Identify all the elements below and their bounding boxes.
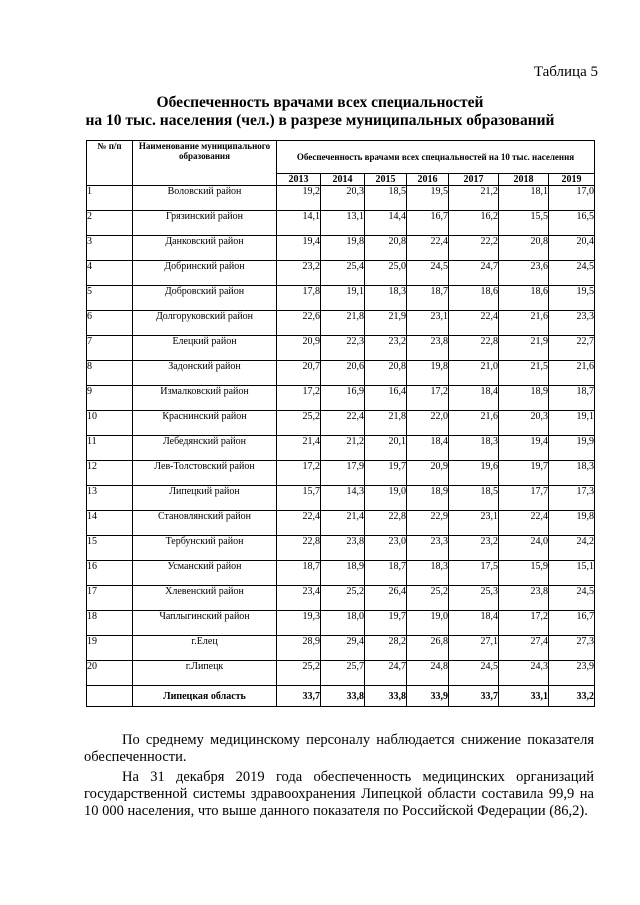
municipality-name: Чаплыгинский район <box>133 611 277 636</box>
value-cell: 17,2 <box>277 386 321 411</box>
value-cell: 19,0 <box>407 611 449 636</box>
value-cell: 21,4 <box>321 511 365 536</box>
value-cell: 20,3 <box>499 411 549 436</box>
total-number-cell <box>87 686 133 707</box>
total-value-cell: 33,9 <box>407 686 449 707</box>
value-cell: 27,4 <box>499 636 549 661</box>
value-cell: 22,7 <box>549 336 595 361</box>
value-cell: 13,1 <box>321 211 365 236</box>
municipality-name: Воловский район <box>133 186 277 211</box>
table-row <box>87 561 595 586</box>
value-cell: 19,6 <box>449 461 499 486</box>
value-cell: 18,5 <box>449 486 499 511</box>
header-year: 2018 <box>499 174 549 186</box>
municipality-name: Липецкий район <box>133 486 277 511</box>
value-cell: 14,4 <box>365 211 407 236</box>
total-value-cell: 33,1 <box>499 686 549 707</box>
row-number: 19 <box>87 636 133 661</box>
table-number-label: Таблица 5 <box>533 64 598 80</box>
value-cell: 25,3 <box>449 586 499 611</box>
table-row <box>87 286 595 311</box>
value-cell: 17,8 <box>277 286 321 311</box>
total-value-cell: 33,8 <box>365 686 407 707</box>
value-cell: 19,7 <box>365 611 407 636</box>
value-cell: 18,7 <box>549 386 595 411</box>
value-cell: 19,8 <box>321 236 365 261</box>
row-number: 5 <box>87 286 133 311</box>
value-cell: 14,3 <box>321 486 365 511</box>
value-cell: 21,9 <box>365 311 407 336</box>
paragraph-medical-organizations: На 31 декабря 2019 года обеспеченность медицинских организаций государственной системы здравоохранения Липецкой области составила 99,9 на 10 000 населения, что выше данного показателя по Российской Федерации (86,2). <box>84 769 594 819</box>
municipality-name: Грязинский район <box>133 211 277 236</box>
row-number: 1 <box>87 186 133 211</box>
value-cell: 16,9 <box>321 386 365 411</box>
value-cell: 21,8 <box>365 411 407 436</box>
value-cell: 24,5 <box>549 261 595 286</box>
doctors-per-10k-table <box>86 140 595 707</box>
table-row <box>87 386 595 411</box>
value-cell: 17,2 <box>407 386 449 411</box>
value-cell: 24,5 <box>549 586 595 611</box>
value-cell: 23,9 <box>549 661 595 686</box>
value-cell: 22,4 <box>321 411 365 436</box>
total-row <box>87 686 595 707</box>
table-body <box>87 186 595 707</box>
value-cell: 18,7 <box>365 561 407 586</box>
municipality-name: г.Липецк <box>133 661 277 686</box>
value-cell: 19,5 <box>549 286 595 311</box>
municipality-name: Елецкий район <box>133 336 277 361</box>
table-row <box>87 486 595 511</box>
value-cell: 18,1 <box>499 186 549 211</box>
row-number: 10 <box>87 411 133 436</box>
total-value-cell: 33,7 <box>277 686 321 707</box>
value-cell: 25,2 <box>277 661 321 686</box>
value-cell: 23,8 <box>321 536 365 561</box>
value-cell: 22,0 <box>407 411 449 436</box>
value-cell: 17,5 <box>449 561 499 586</box>
value-cell: 21,8 <box>321 311 365 336</box>
municipality-name: Данковский район <box>133 236 277 261</box>
value-cell: 15,5 <box>499 211 549 236</box>
row-number: 6 <box>87 311 133 336</box>
value-cell: 23,1 <box>407 311 449 336</box>
value-cell: 17,9 <box>321 461 365 486</box>
table-row <box>87 511 595 536</box>
row-number: 9 <box>87 386 133 411</box>
value-cell: 20,8 <box>499 236 549 261</box>
value-cell: 18,6 <box>449 286 499 311</box>
value-cell: 23,8 <box>407 336 449 361</box>
value-cell: 18,3 <box>449 436 499 461</box>
value-cell: 15,1 <box>549 561 595 586</box>
value-cell: 20,8 <box>365 361 407 386</box>
header-year: 2013 <box>277 174 321 186</box>
value-cell: 23,4 <box>277 586 321 611</box>
row-number: 8 <box>87 361 133 386</box>
table-title-line-1: Обеспеченность врачами всех специальностей <box>156 94 484 111</box>
value-cell: 21,2 <box>321 436 365 461</box>
row-number: 14 <box>87 511 133 536</box>
table-row <box>87 436 595 461</box>
municipality-name: Долгоруковский район <box>133 311 277 336</box>
total-value-cell: 33,8 <box>321 686 365 707</box>
row-number: 4 <box>87 261 133 286</box>
value-cell: 22,2 <box>449 236 499 261</box>
value-cell: 25,2 <box>321 586 365 611</box>
value-cell: 19,7 <box>365 461 407 486</box>
value-cell: 28,9 <box>277 636 321 661</box>
value-cell: 16,7 <box>549 611 595 636</box>
value-cell: 21,2 <box>449 186 499 211</box>
value-cell: 18,6 <box>499 286 549 311</box>
table-row <box>87 261 595 286</box>
value-cell: 22,4 <box>499 511 549 536</box>
table-row <box>87 186 595 211</box>
value-cell: 24,7 <box>449 261 499 286</box>
row-number: 12 <box>87 461 133 486</box>
value-cell: 15,9 <box>499 561 549 586</box>
value-cell: 21,6 <box>449 411 499 436</box>
value-cell: 14,1 <box>277 211 321 236</box>
header-year: 2014 <box>321 174 365 186</box>
value-cell: 18,9 <box>407 486 449 511</box>
municipality-name: Задонский район <box>133 361 277 386</box>
table-row <box>87 461 595 486</box>
value-cell: 20,1 <box>365 436 407 461</box>
table-row <box>87 411 595 436</box>
value-cell: 20,4 <box>549 236 595 261</box>
table-row <box>87 361 595 386</box>
value-cell: 17,3 <box>549 486 595 511</box>
value-cell: 19,9 <box>549 436 595 461</box>
value-cell: 23,2 <box>365 336 407 361</box>
value-cell: 16,4 <box>365 386 407 411</box>
row-number: 11 <box>87 436 133 461</box>
value-cell: 19,4 <box>277 236 321 261</box>
value-cell: 19,7 <box>499 461 549 486</box>
value-cell: 19,5 <box>407 186 449 211</box>
table-row <box>87 336 595 361</box>
value-cell: 24,3 <box>499 661 549 686</box>
municipality-name: Хлевенский район <box>133 586 277 611</box>
value-cell: 19,1 <box>321 286 365 311</box>
value-cell: 18,4 <box>407 436 449 461</box>
value-cell: 26,8 <box>407 636 449 661</box>
value-cell: 20,3 <box>321 186 365 211</box>
value-cell: 17,2 <box>277 461 321 486</box>
value-cell: 18,7 <box>277 561 321 586</box>
table-row <box>87 636 595 661</box>
value-cell: 28,2 <box>365 636 407 661</box>
value-cell: 25,2 <box>407 586 449 611</box>
value-cell: 23,2 <box>277 261 321 286</box>
row-number: 7 <box>87 336 133 361</box>
value-cell: 17,7 <box>499 486 549 511</box>
total-value-cell: 33,7 <box>449 686 499 707</box>
table-title <box>0 94 640 130</box>
value-cell: 17,2 <box>499 611 549 636</box>
municipality-name: Добровский район <box>133 286 277 311</box>
value-cell: 22,8 <box>449 336 499 361</box>
value-cell: 18,7 <box>407 286 449 311</box>
row-number: 2 <box>87 211 133 236</box>
municipality-name: Усманский район <box>133 561 277 586</box>
municipality-name: Становлянский район <box>133 511 277 536</box>
header-year: 2019 <box>549 174 595 186</box>
value-cell: 23,0 <box>365 536 407 561</box>
value-cell: 18,4 <box>449 611 499 636</box>
value-cell: 25,4 <box>321 261 365 286</box>
value-cell: 21,9 <box>499 336 549 361</box>
value-cell: 24,5 <box>449 661 499 686</box>
value-cell: 18,9 <box>321 561 365 586</box>
value-cell: 18,9 <box>499 386 549 411</box>
value-cell: 22,6 <box>277 311 321 336</box>
header-provision: Обеспеченность врачами всех специальностей на 10 тыс. населения <box>277 141 595 174</box>
value-cell: 18,3 <box>365 286 407 311</box>
value-cell: 22,3 <box>321 336 365 361</box>
value-cell: 29,4 <box>321 636 365 661</box>
row-number: 3 <box>87 236 133 261</box>
value-cell: 18,4 <box>449 386 499 411</box>
value-cell: 21,0 <box>449 361 499 386</box>
value-cell: 22,4 <box>277 511 321 536</box>
value-cell: 25,7 <box>321 661 365 686</box>
table-row <box>87 611 595 636</box>
value-cell: 15,7 <box>277 486 321 511</box>
value-cell: 22,8 <box>277 536 321 561</box>
value-cell: 20,9 <box>407 461 449 486</box>
row-number: 15 <box>87 536 133 561</box>
value-cell: 22,9 <box>407 511 449 536</box>
value-cell: 16,5 <box>549 211 595 236</box>
value-cell: 19,8 <box>407 361 449 386</box>
value-cell: 21,6 <box>549 361 595 386</box>
value-cell: 25,0 <box>365 261 407 286</box>
value-cell: 23,2 <box>449 536 499 561</box>
table-row <box>87 236 595 261</box>
municipality-name: Добринский район <box>133 261 277 286</box>
value-cell: 23,6 <box>499 261 549 286</box>
value-cell: 21,5 <box>499 361 549 386</box>
header-year: 2015 <box>365 174 407 186</box>
value-cell: 19,8 <box>549 511 595 536</box>
value-cell: 24,2 <box>549 536 595 561</box>
value-cell: 16,2 <box>449 211 499 236</box>
value-cell: 20,9 <box>277 336 321 361</box>
value-cell: 19,2 <box>277 186 321 211</box>
table-row <box>87 586 595 611</box>
value-cell: 17,0 <box>549 186 595 211</box>
value-cell: 19,0 <box>365 486 407 511</box>
value-cell: 18,0 <box>321 611 365 636</box>
value-cell: 23,3 <box>407 536 449 561</box>
row-number: 16 <box>87 561 133 586</box>
value-cell: 22,8 <box>365 511 407 536</box>
header-number: № п/п <box>87 141 133 186</box>
row-number: 18 <box>87 611 133 636</box>
value-cell: 20,8 <box>365 236 407 261</box>
table-row <box>87 536 595 561</box>
value-cell: 23,8 <box>499 586 549 611</box>
value-cell: 24,5 <box>407 261 449 286</box>
header-year: 2016 <box>407 174 449 186</box>
value-cell: 18,3 <box>407 561 449 586</box>
header-year: 2017 <box>449 174 499 186</box>
value-cell: 22,4 <box>407 236 449 261</box>
header-municipality: Наименование муниципального образования <box>133 141 277 186</box>
table-title-line-2: на 10 тыс. населения (чел.) в разрезе муниципальных образований <box>85 112 555 129</box>
value-cell: 24,7 <box>365 661 407 686</box>
value-cell: 19,1 <box>549 411 595 436</box>
value-cell: 19,3 <box>277 611 321 636</box>
value-cell: 27,1 <box>449 636 499 661</box>
value-cell: 22,4 <box>449 311 499 336</box>
row-number: 13 <box>87 486 133 511</box>
value-cell: 25,2 <box>277 411 321 436</box>
total-region-name: Липецкая область <box>133 686 277 707</box>
value-cell: 23,1 <box>449 511 499 536</box>
value-cell: 26,4 <box>365 586 407 611</box>
row-number: 20 <box>87 661 133 686</box>
table-row <box>87 211 595 236</box>
value-cell: 16,7 <box>407 211 449 236</box>
value-cell: 23,3 <box>549 311 595 336</box>
total-value-cell: 33,2 <box>549 686 595 707</box>
paragraph-nursing-staff: По среднему медицинскому персоналу наблюдается снижение показателя обеспеченности. <box>84 732 594 765</box>
municipality-name: Измалковский район <box>133 386 277 411</box>
value-cell: 20,7 <box>277 361 321 386</box>
value-cell: 21,6 <box>499 311 549 336</box>
municipality-name: Краснинский район <box>133 411 277 436</box>
municipality-name: Тербунский район <box>133 536 277 561</box>
row-number: 17 <box>87 586 133 611</box>
value-cell: 24,0 <box>499 536 549 561</box>
value-cell: 18,5 <box>365 186 407 211</box>
value-cell: 21,4 <box>277 436 321 461</box>
table-row <box>87 661 595 686</box>
value-cell: 24,8 <box>407 661 449 686</box>
table-row <box>87 311 595 336</box>
municipality-name: Лев-Толстовский район <box>133 461 277 486</box>
value-cell: 27,3 <box>549 636 595 661</box>
value-cell: 19,4 <box>499 436 549 461</box>
municipality-name: Лебедянский район <box>133 436 277 461</box>
municipality-name: г.Елец <box>133 636 277 661</box>
value-cell: 20,6 <box>321 361 365 386</box>
value-cell: 18,3 <box>549 461 595 486</box>
